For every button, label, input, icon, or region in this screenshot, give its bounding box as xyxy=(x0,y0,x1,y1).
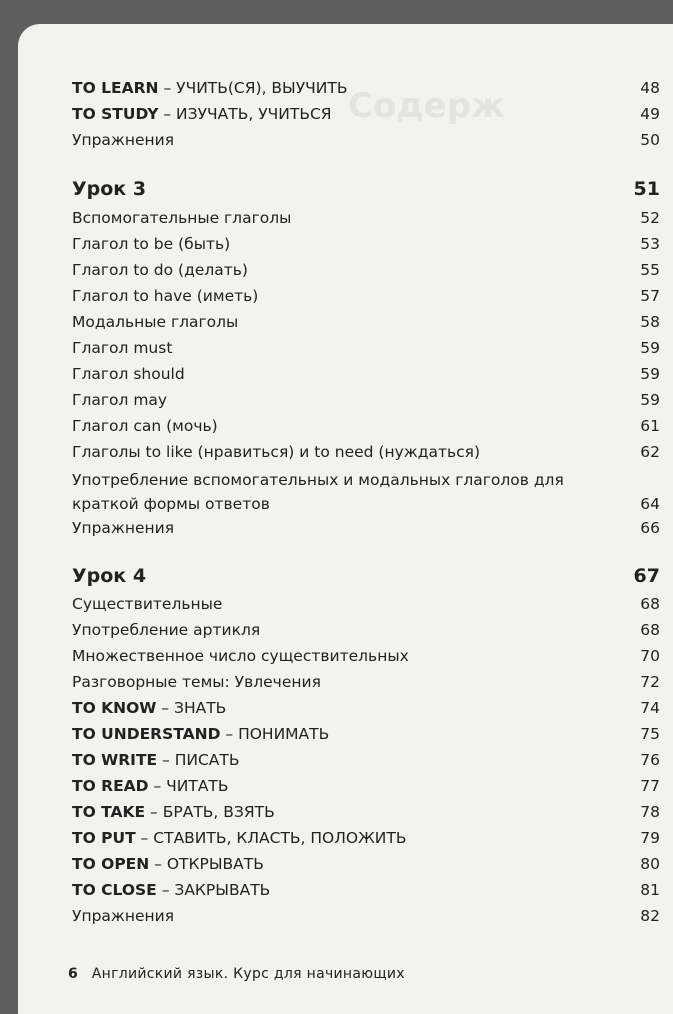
toc-verb: TO UNDERSTAND xyxy=(72,725,221,743)
toc-translation: – ПИСАТЬ xyxy=(157,751,240,769)
toc-translation: – ЗАКРЫВАТЬ xyxy=(156,881,271,899)
toc-entry xyxy=(72,594,660,614)
toc-entry xyxy=(72,442,660,462)
toc-page: 55 xyxy=(640,261,660,279)
toc-verb: TO KNOW xyxy=(72,699,157,717)
toc-page: 67 xyxy=(633,565,660,587)
toc-entry xyxy=(72,260,660,280)
footer-book-title: Английский язык. Курс для начинающих xyxy=(91,966,405,982)
toc-entry xyxy=(72,468,660,516)
toc-page: 49 xyxy=(640,105,660,123)
toc-page: 59 xyxy=(640,391,660,409)
toc-entry xyxy=(72,234,660,254)
toc-page: 75 xyxy=(640,725,660,743)
toc-page: 76 xyxy=(640,751,660,769)
toc-title: Упражнения xyxy=(72,907,175,925)
toc-entry xyxy=(72,390,660,410)
lesson-heading xyxy=(72,179,660,199)
toc-title: Упражнения xyxy=(72,519,175,537)
toc-translation: – ОТКРЫВАТЬ xyxy=(149,855,264,873)
toc-verb: TO PUT xyxy=(72,829,136,847)
toc-entry xyxy=(72,130,660,150)
toc-page: 81 xyxy=(640,881,660,899)
toc-page: 59 xyxy=(640,339,660,357)
toc-page: 52 xyxy=(640,209,660,227)
toc-title: Упражнения xyxy=(72,131,175,149)
toc-page: 77 xyxy=(640,777,660,795)
toc-entry xyxy=(72,750,660,770)
toc-entry xyxy=(72,620,660,640)
toc-entry xyxy=(72,724,660,744)
toc-page: 82 xyxy=(640,907,660,925)
toc-title: Глагол to have (иметь) xyxy=(72,287,259,305)
page-footer xyxy=(68,966,405,982)
toc-translation: – УЧИТЬ(СЯ), ВЫУЧИТЬ xyxy=(158,79,348,97)
bleed-through-heading: Содерж xyxy=(348,86,506,126)
toc-entry xyxy=(72,880,660,900)
toc-verb: TO LEARN xyxy=(72,79,159,97)
toc-entry xyxy=(72,828,660,848)
toc-page: 72 xyxy=(640,673,660,691)
toc-page: 59 xyxy=(640,365,660,383)
toc-translation: – ЗНАТЬ xyxy=(156,699,227,717)
toc-title: Модальные глаголы xyxy=(72,313,239,331)
toc-title: Глагол must xyxy=(72,339,173,357)
toc-page: 68 xyxy=(640,621,660,639)
toc-title: Глагол may xyxy=(72,391,168,409)
toc-title: Глагол to be (быть) xyxy=(72,235,231,253)
toc-entry xyxy=(72,672,660,692)
toc-verb: TO READ xyxy=(72,777,149,795)
toc-entry xyxy=(72,698,660,718)
toc-title: Существительные xyxy=(72,595,223,613)
toc-title: Множественное число существительных xyxy=(72,647,409,665)
toc-page: 68 xyxy=(640,595,660,613)
book-page xyxy=(18,24,673,1014)
toc-verb: TO OPEN xyxy=(72,855,150,873)
toc-entry xyxy=(72,338,660,358)
toc-page: 70 xyxy=(640,647,660,665)
toc-verb: TO STUDY xyxy=(72,105,159,123)
toc-page: 58 xyxy=(640,313,660,331)
toc-verb: TO CLOSE xyxy=(72,881,157,899)
toc-page: 48 xyxy=(640,79,660,97)
toc-page: 62 xyxy=(640,443,660,461)
toc-page: 57 xyxy=(640,287,660,305)
toc-title: Глагол can (мочь) xyxy=(72,417,218,435)
toc-page: 64 xyxy=(640,495,660,513)
toc-title: Глаголы to like (нравиться) и to need (нуждаться) xyxy=(72,443,480,461)
toc-entry xyxy=(72,312,660,332)
toc-entry xyxy=(72,78,660,98)
toc-page: 66 xyxy=(640,519,660,537)
toc-page: 53 xyxy=(640,235,660,253)
toc-page: 51 xyxy=(633,178,660,200)
toc-verb: TO TAKE xyxy=(72,803,146,821)
toc-translation: – ПОНИМАТЬ xyxy=(220,725,330,743)
toc-translation: – БРАТЬ, ВЗЯТЬ xyxy=(145,803,275,821)
toc-entry xyxy=(72,364,660,384)
toc-entry xyxy=(72,286,660,306)
toc-title: Употребление вспомогательных и модальных глаголов для краткой формы ответов xyxy=(72,471,564,513)
lesson-title: Урок 4 xyxy=(72,565,147,587)
toc-entry xyxy=(72,518,660,538)
toc-title: Глагол to do (делать) xyxy=(72,261,248,279)
toc-page: 78 xyxy=(640,803,660,821)
toc-page: 79 xyxy=(640,829,660,847)
toc-entry xyxy=(72,104,660,124)
toc-entry xyxy=(72,646,660,666)
toc-title: Глагол should xyxy=(72,365,185,383)
toc-page: 61 xyxy=(640,417,660,435)
toc-title: Употребление артикля xyxy=(72,621,261,639)
footer-page-number: 6 xyxy=(68,966,78,982)
toc-entry xyxy=(72,802,660,822)
toc-verb: TO WRITE xyxy=(72,751,158,769)
toc-translation: – ЧИТАТЬ xyxy=(148,777,229,795)
toc-entry xyxy=(72,208,660,228)
toc-page: 80 xyxy=(640,855,660,873)
toc-title: Разговорные темы: Увлечения xyxy=(72,673,321,691)
toc-entry xyxy=(72,906,660,926)
lesson-heading xyxy=(72,566,660,586)
toc-page: 74 xyxy=(640,699,660,717)
toc-entry xyxy=(72,776,660,796)
toc-translation: – СТАВИТЬ, КЛАСТЬ, ПОЛОЖИТЬ xyxy=(135,829,407,847)
toc-title: Вспомогательные глаголы xyxy=(72,209,292,227)
toc-page: 50 xyxy=(640,131,660,149)
toc-entry xyxy=(72,416,660,436)
lesson-title: Урок 3 xyxy=(72,178,147,200)
toc-translation: – ИЗУЧАТЬ, УЧИТЬСЯ xyxy=(158,105,332,123)
toc-entry xyxy=(72,854,660,874)
